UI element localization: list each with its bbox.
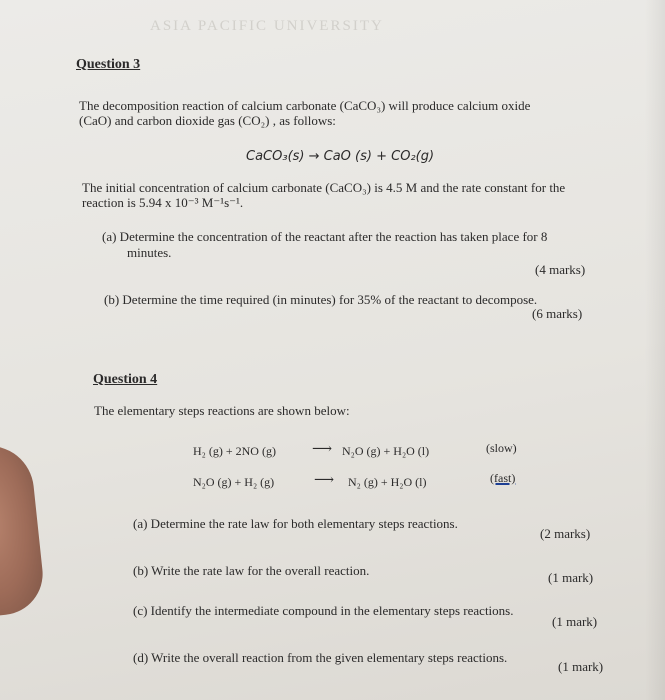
q4-step2-label: (fast) <box>490 471 516 485</box>
q3-part-a-line2: minutes. <box>127 245 172 260</box>
q4-step1-products: N₂O (g) + H₂O (l) <box>342 444 430 458</box>
q4-part-d-text: (d) Write the overall reaction from the given elementary steps reactions. <box>133 650 508 665</box>
q3-part-a-line1: (a) Determine the concentration of the reactant after the reaction has taken place for 8 <box>102 229 548 244</box>
q4-part-a-marks: (2 marks) <box>540 526 591 541</box>
q4-part-c-marks: (1 mark) <box>552 614 598 629</box>
q3-given-line2: reaction is 5.94 x 10⁻³ M⁻¹s⁻¹. <box>82 195 244 210</box>
q3-part-b-text: (b) Determine the time required (in minutes) for 35% of the reactant to decompose. <box>104 292 538 307</box>
q4-step1-label: (slow) <box>486 441 517 455</box>
q3-equation: CaCO₃(s) → CaO (s) + CO₂(g) <box>246 149 435 164</box>
q3-intro-line1: The decomposition reaction of calcium carbonate (CaCO₃) will produce calcium oxide <box>79 98 531 113</box>
q4-part-a-text: (a) Determine the rate law for both elementary steps reactions. <box>133 516 458 531</box>
q3-part-a-marks: (4 marks) <box>535 262 586 277</box>
q4-part-b-marks: (1 mark) <box>548 570 594 585</box>
q4-part-b-text: (b) Write the rate law for the overall reaction. <box>133 563 370 578</box>
q4-step2-products: N₂ (g) + H₂O (l) <box>348 475 427 489</box>
q4-step1-arrow: ⟶ <box>312 442 333 457</box>
page-shadow <box>645 0 665 700</box>
q4-step1-reactants: H₂ (g) + 2NO (g) <box>193 444 276 458</box>
watermark: ASIA PACIFIC UNIVERSITY <box>150 18 384 34</box>
q4-part-d-marks: (1 mark) <box>558 659 604 674</box>
q3-intro-line2: (CaO) and carbon dioxide gas (CO₂) , as follows: <box>79 113 336 128</box>
question-4-title: Question 4 <box>93 372 158 387</box>
q4-step2-reactants: N₂O (g) + H₂ (g) <box>193 475 275 489</box>
q3-given-line1: The initial concentration of calcium carbonate (CaCO₃) is 4.5 M and the rate constant for the <box>82 180 566 195</box>
q4-step2-arrow: ⟶ <box>314 473 335 488</box>
q3-part-b-marks: (6 marks) <box>532 306 583 321</box>
q4-intro: The elementary steps reactions are shown below: <box>94 403 350 418</box>
q4-part-c-text: (c) Identify the intermediate compound in the elementary steps reactions. <box>133 603 514 618</box>
question-3-title: Question 3 <box>76 57 141 72</box>
